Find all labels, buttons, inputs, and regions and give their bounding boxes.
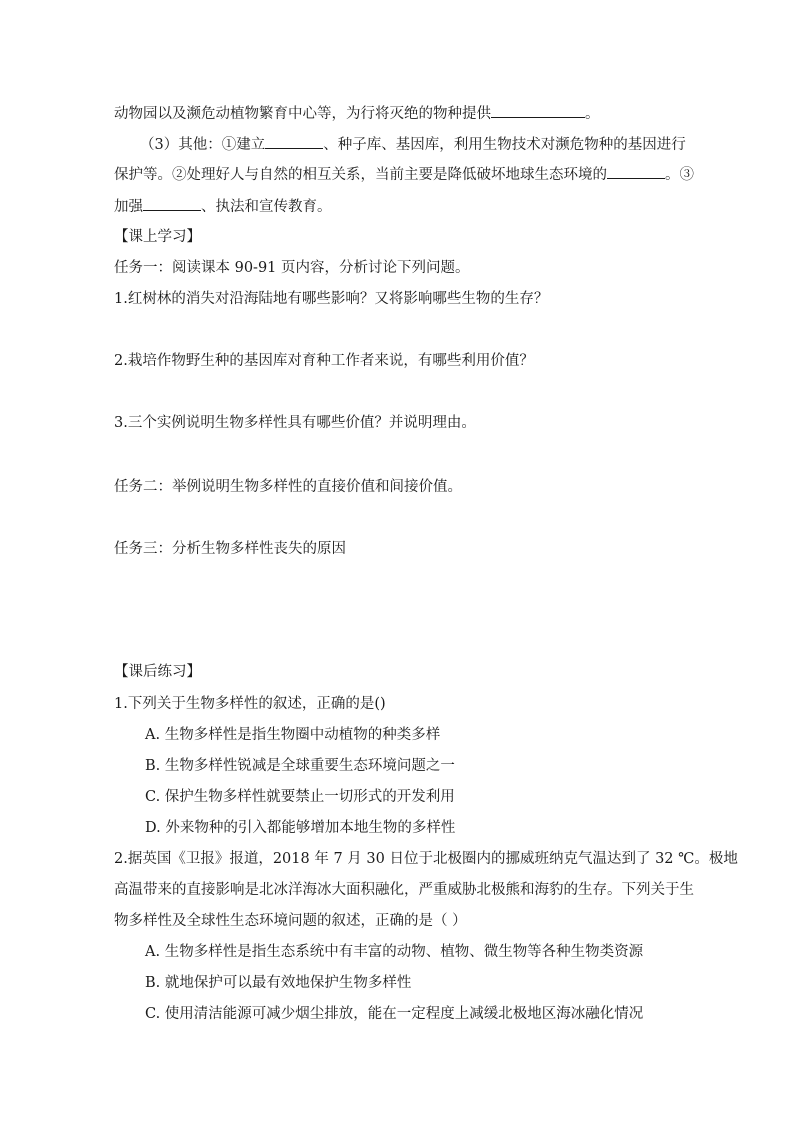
task-three: 任务三：分析生物多样性丧失的原因 — [114, 541, 346, 557]
exercise-1-option-c: C. 保护生物多样性就要禁止一切形式的开发利用 — [145, 789, 455, 805]
exercise-2-option-b: B. 就地保护可以最有效地保护生物多样性 — [145, 975, 412, 991]
paragraph-line-3: 保护等。②处理好人与自然的相互关系，当前主要是降低破坏地球生态环境的 。③ — [114, 164, 694, 185]
exercise-1-stem: 1.下列关于生物多样性的叙述，正确的是() — [114, 696, 386, 712]
fill-blank[interactable] — [143, 196, 201, 211]
exercise-2-option-a: A. 生物多样性是指生态系统中有丰富的动物、植物、微生物等各种生物类资源 — [145, 944, 644, 960]
exercise-2-stem-line-1: 2.据英国《卫报》报道，2018 年 7 月 30 日位于北极圈内的挪威班纳克气温达到了 32 ℃。极地 — [114, 851, 738, 867]
paragraph-line-4: 加强 、执法和宣传教育。 — [114, 196, 332, 217]
exercise-2-stem-line-2: 高温带来的直接影响是北冰洋海冰大面积融化，严重威胁北极熊和海豹的生存。下列关于生 — [114, 882, 694, 898]
section-heading-after-class: 【课后练习】 — [114, 664, 201, 680]
exercise-2-stem-line-3: 物多样性及全球性生态环境问题的叙述，正确的是（ ） — [114, 913, 467, 929]
question-1: 1.红树林的消失对沿海陆地有哪些影响？又将影响哪些生物的生存？ — [114, 291, 549, 307]
exercise-1-option-d: D. 外来物种的引入都能够增加本地生物的多样性 — [145, 820, 456, 836]
exercise-1-option-a: A. 生物多样性是指生物圈中动植物的种类多样 — [145, 727, 441, 743]
paragraph-line-2: （3）其他：①建立 、种子库、基因库，利用生物技术对濒危物种的基因进行 — [140, 134, 686, 155]
paragraph-line-1: 动物园以及濒危动植物繁育中心等，为行将灭绝的物种提供 。 — [114, 103, 600, 124]
fill-blank[interactable] — [607, 164, 665, 179]
fill-blank[interactable] — [265, 134, 323, 149]
task-two: 任务二：举例说明生物多样性的直接价值和间接价值。 — [114, 479, 462, 495]
section-heading-in-class: 【课上学习】 — [114, 229, 201, 245]
exercise-1-option-b: B. 生物多样性锐减是全球重要生态环境问题之一 — [145, 758, 455, 774]
question-2: 2.栽培作物野生种的基因库对育种工作者来说，有哪些利用价值？ — [114, 353, 534, 369]
task-one: 任务一：阅读课本 90-91 页内容，分析讨论下列问题。 — [114, 260, 470, 276]
question-3: 3.三个实例说明生物多样性具有哪些价值？并说明理由。 — [114, 415, 476, 431]
fill-blank[interactable] — [491, 103, 585, 118]
exercise-2-option-c: C. 使用清洁能源可减少烟尘排放，能在一定程度上减缓北极地区海冰融化情况 — [145, 1006, 644, 1022]
